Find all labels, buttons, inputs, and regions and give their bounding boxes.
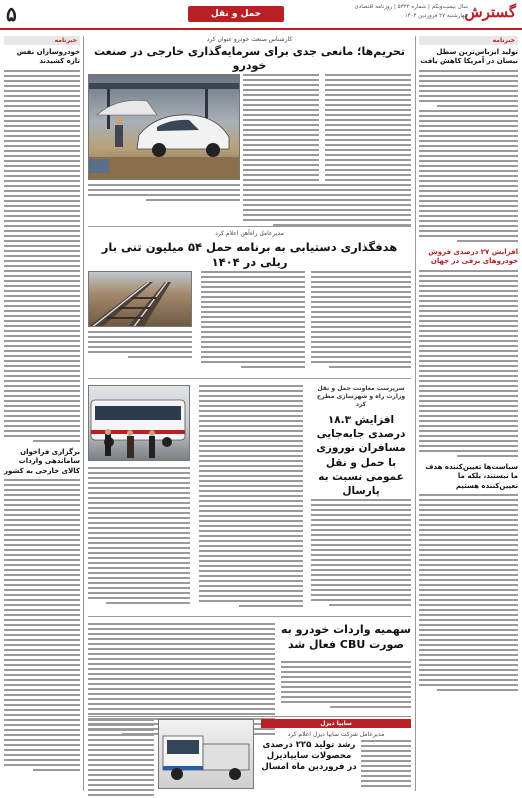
cbu-article xyxy=(88,616,411,712)
bus-terminal-photo xyxy=(88,385,190,461)
article-body xyxy=(88,719,154,798)
news-title[interactable]: خودروسازان نفس تازه کشیدند xyxy=(16,48,80,66)
page-number: ۵ xyxy=(6,2,17,26)
news-body xyxy=(4,479,80,771)
section-title: حمل و نقل xyxy=(188,6,284,22)
left-news-column xyxy=(4,36,84,791)
truck-illustration xyxy=(158,720,253,789)
news-title[interactable]: سیاست‌ها تعیین‌کننده هدف ما نیستند، بلکه ما تعیین‌کننده هستیم xyxy=(425,462,518,490)
article-headline[interactable]: افزایش ۱۸.۳ درصدی جابه‌جایی مسافران نوروزی با حمل و نقل عمومی نسبت به پارسال xyxy=(316,414,406,497)
railway-illustration xyxy=(88,272,191,327)
article-body xyxy=(201,271,305,371)
article-headline[interactable]: تحریم‌ها؛ مانعی جدی برای سرمایه‌گذاری خارجی در صنعت خودرو xyxy=(94,45,405,73)
article-kicker: سرپرست معاونت حمل و نقل وزارت راه و شهرسازی مطرح کرد xyxy=(316,385,406,408)
car-factory-photo xyxy=(88,74,240,180)
news-body xyxy=(4,70,80,442)
article-kicker: مدیرعامل راه‌آهن اعلام کرد xyxy=(215,230,284,237)
article-headline[interactable]: رشد تولید ۲۲۵ درصدی محصولات سایپادیزل در فروردین ماه امسال xyxy=(261,740,357,773)
lead-article xyxy=(88,36,411,222)
article-body xyxy=(88,467,190,607)
article-kicker: مدیرعامل شرکت سایپا دیزل اعلام کرد xyxy=(287,731,385,738)
article-kicker: کارشناس صنعت خودرو عنوان کرد xyxy=(206,36,293,43)
company-band: سایپا دیزل xyxy=(261,719,411,728)
travel-article xyxy=(88,378,411,612)
article-body xyxy=(311,271,411,371)
news-title[interactable]: افزایش ۲۷ درصدی فروش خودروهای برقی در جهان xyxy=(428,247,518,266)
rail-article xyxy=(88,226,411,374)
masthead xyxy=(0,0,522,30)
right-news-column xyxy=(415,36,518,791)
article-body xyxy=(311,499,411,609)
news-title[interactable]: تولید ایرباس‌ترین سطل نیسان در آمریکا کاهش یافت xyxy=(420,48,518,66)
railway-photo xyxy=(88,271,192,327)
bus-illustration xyxy=(88,386,189,461)
article-body xyxy=(199,385,303,610)
issue-info: سال بیست‌ویکم | شماره ۵۳۲۲ | روزنامه اقتصادی xyxy=(354,4,468,10)
news-title[interactable]: برگزاری فراخوان ساماندهی واردات کالای خارجی به کشور xyxy=(4,447,80,475)
column-tag: خبرنامه xyxy=(419,36,518,45)
photo-caption xyxy=(88,331,192,361)
factory-illustration xyxy=(88,75,239,180)
photo-caption xyxy=(88,184,240,204)
news-body xyxy=(419,494,518,691)
saipa-article xyxy=(88,716,411,791)
truck-photo xyxy=(158,719,254,789)
article-body xyxy=(243,184,411,229)
article-headline[interactable]: سهمیه واردات خودرو به صورت CBU فعال شد xyxy=(281,623,411,651)
column-tag: خبرنامه xyxy=(4,36,80,45)
article-body xyxy=(361,740,411,790)
news-body xyxy=(419,70,518,242)
article-body xyxy=(281,661,411,711)
newspaper-logo[interactable]: گسترش xyxy=(464,3,516,21)
news-body xyxy=(419,270,518,457)
issue-date: چهارشنبه ۲۷ فروردین ۱۴۰۴ xyxy=(404,13,468,19)
article-headline[interactable]: هدفگذاری دستیابی به برنامه حمل ۵۴ میلیون تنی بار ریلی در ۱۴۰۴ xyxy=(101,240,398,269)
main-content xyxy=(88,36,411,791)
